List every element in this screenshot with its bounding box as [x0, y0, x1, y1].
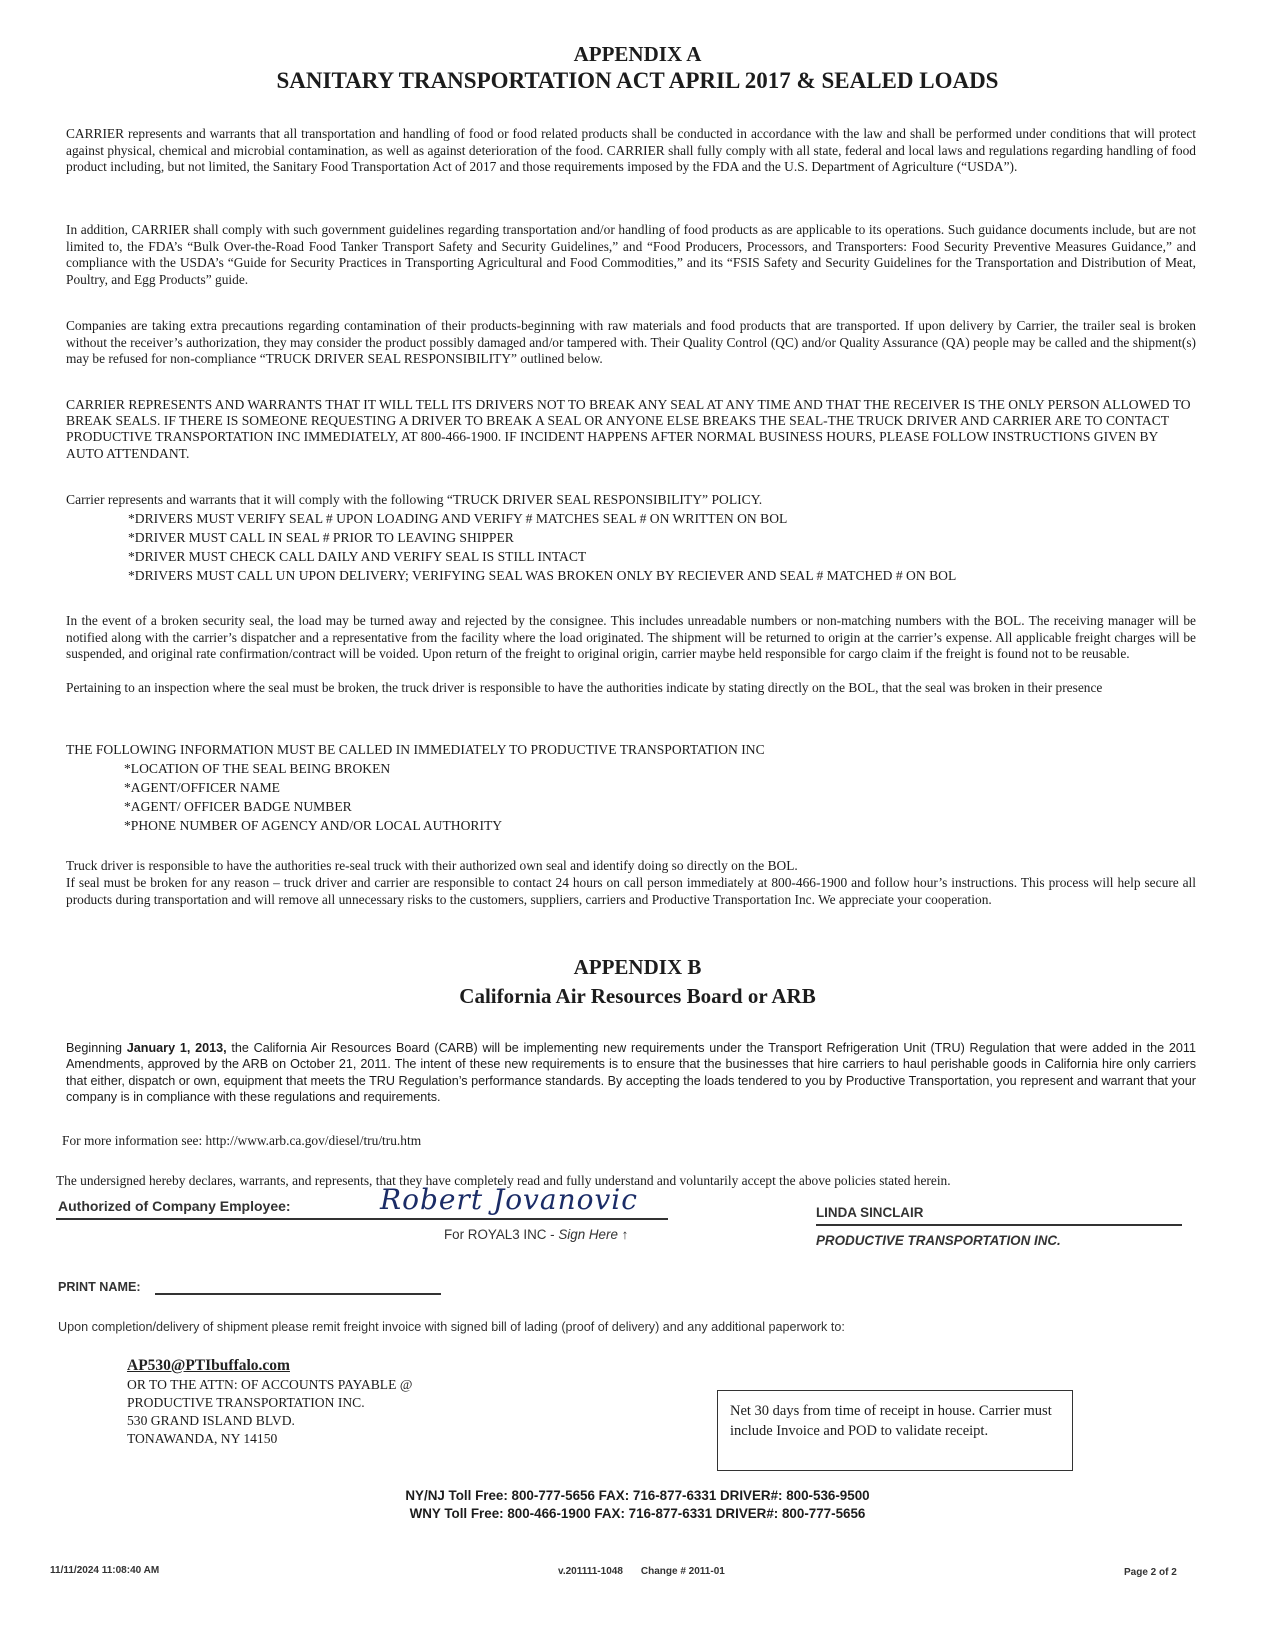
- call-in-intro: THE FOLLOWING INFORMATION MUST BE CALLED IN IMMEDIATELY TO PRODUCTIVE TRANSPORTATION INC: [66, 742, 765, 757]
- call-in-item: *LOCATION OF THE SEAL BEING BROKEN: [124, 761, 391, 776]
- payment-terms-box: Net 30 days from time of receipt in house. Carrier must include Invoice and POD to validate receipt.: [717, 1390, 1073, 1471]
- appendix-a-paragraph-7: Truck driver is responsible to have the authorities re-seal truck with their authorized own seal and identify doing so directly on the BOL.: [66, 858, 798, 873]
- signature: Robert Jovanovic: [380, 1183, 638, 1216]
- contact-line-nynj: NY/NJ Toll Free: 800-777-5656 FAX: 716-877-6331 DRIVER#: 800-536-9500: [405, 1488, 870, 1503]
- appendix-a-paragraph-1: CARRIER represents and warrants that all transportation and handling of food or food related products shall be conducted in accordance with the law and shall be performed under conditions that will protect against physical, chemical and microbial contamination, as well as against deterioration of the food. CARRIER shall fully comply with all state, federal and local laws and regulations regarding handling of food product including, but not limited, the Sanitary Food Transportation Act of 2017 and those requirements imposed by the FDA and the U.S. Department of Agriculture (“USDA”).: [66, 126, 1196, 175]
- rep-name: LINDA SINCLAIR: [816, 1205, 924, 1220]
- appendix-b-subtitle: California Air Resources Board or ARB: [459, 984, 816, 1008]
- rep-company: PRODUCTIVE TRANSPORTATION INC.: [816, 1233, 1061, 1248]
- print-name-field[interactable]: [155, 1293, 441, 1295]
- seal-policy-intro: Carrier represents and warrants that it will comply with the following “TRUCK DRIVER SEAL RESPONSIBILITY” POLICY.: [66, 492, 763, 507]
- appendix-a-paragraph-3: Companies are taking extra precautions regarding contamination of their products-beginning with raw materials and food products that are transported. If upon delivery by Carrier, the trailer seal is broken without the receiver’s authorization, they may consider the product possibly damaged and/or tampered with. Their Quality Control (QC) and/or Quality Assurance (QA) people may be called and the shipment(s) may be refused for non-compliance “TRUCK DRIVER SEAL RESPONSIBILITY” outlined below.: [66, 318, 1196, 367]
- appendix-a-title: APPENDIX A: [573, 42, 702, 66]
- address-line: 530 GRAND ISLAND BLVD.: [127, 1413, 295, 1428]
- remit-instructions: Upon completion/delivery of shipment please remit freight invoice with signed bill of lading (proof of delivery) and any additional paperwork to:: [58, 1320, 845, 1334]
- appendix-a-subtitle: SANITARY TRANSPORTATION ACT APRIL 2017 & SEALED LOADS: [276, 68, 999, 93]
- appendix-a-paragraph-8: If seal must be broken for any reason – truck driver and carrier are responsible to contact 24 hours on call person immediately at 800-466-1900 and follow hour’s instructions. This process will help secure all products during transportation and will remove all unnecessary risks to the customers, suppliers, carriers and Productive Transportation Inc. We appreciate your cooperation.: [66, 875, 1196, 907]
- appendix-a-paragraph-2: In addition, CARRIER shall comply with such government guidelines regarding transportation and/or handling of food products as are applicable to its operations. Such guidance documents include, but are not limited to, the FDA’s “Bulk Over-the-Road Food Tanker Transport Safety and Security Guidelines,” and “Food Producers, Processors, and Transporters: Food Security Preventive Measures Guidance,” and compliance with the USDA’s “Guide for Security Practices in Transporting Agricultural and Food Commodities,” and its “FSIS Safety and Security Guidelines for the Transportation and Distribution of Meat, Poultry, and Egg Products” guide.: [66, 222, 1196, 287]
- remit-address: [127, 1376, 412, 1448]
- print-timestamp: 11/11/2024 11:08:40 AM: [50, 1565, 160, 1576]
- signature-line: [56, 1218, 668, 1220]
- effective-date: January 1, 2013,: [126, 1041, 227, 1055]
- print-name-label: PRINT NAME:: [58, 1280, 141, 1294]
- address-line: OR TO THE ATTN: OF ACCOUNTS PAYABLE @: [127, 1377, 413, 1392]
- seal-policy-item: *DRIVERS MUST VERIFY SEAL # UPON LOADING AND VERIFY # MATCHES SEAL # ON WRITTEN ON BOL: [128, 511, 788, 526]
- seal-policy-item: *DRIVER MUST CALL IN SEAL # PRIOR TO LEAVING SHIPPER: [128, 530, 514, 545]
- seal-policy-item: *DRIVERS MUST CALL UN UPON DELIVERY; VERIFYING SEAL WAS BROKEN ONLY BY RECIEVER AND SEAL # MATCHED # ON BOL: [128, 568, 957, 583]
- contact-numbers: [0, 1487, 1275, 1523]
- appendix-a-paragraph-6: Pertaining to an inspection where the seal must be broken, the truck driver is responsible to have the authorities indicate by stating directly on the BOL, that the seal was broken in their presence: [66, 680, 1103, 695]
- page-number: Page 2 of 2: [1124, 1567, 1177, 1578]
- arb-more-info: For more information see: http://www.arb.ca.gov/diesel/tru/tru.htm: [62, 1133, 422, 1148]
- appendix-a-paragraph-5: In the event of a broken security seal, the load may be turned away and rejected by the consignee. This includes unreadable numbers or non-matching numbers with the BOL. The receiving manager will be notified along with the carrier’s dispatcher and a representative from the facility where the load originated. The shipment will be returned to origin at the carrier’s expense. All applicable freight charges will be suspended, and original rate confirmation/contract will be voided. Upon return of the freight to original origin, carrier maybe held responsible for cargo claim if the freight is found not to be reusable.: [66, 613, 1196, 662]
- employee-signature-label: Authorized of Company Employee:: [58, 1198, 291, 1214]
- address-line: PRODUCTIVE TRANSPORTATION INC.: [127, 1395, 365, 1410]
- appendix-b-paragraph: Beginning January 1, 2013, the California Air Resources Board (CARB) will be implementing new requirements under the Transport Refrigeration Unit (TRU) Regulation that were added in the 2011 Amendments, approved by the ARB on October 21, 2011. The intent of these new requirements is to ensure that the businesses that hire carriers to haul perishable goods in California hire only carriers that either, dispatch or own, equipment that meets the TRU Regulation’s performance standards. By accepting the loads tendered to you by Productive Transportation, you represent and warrant that your company is in compliance with these regulations and requirements.: [66, 1041, 1196, 1105]
- version-info: v.201111-1048 Change # 2011-01: [558, 1566, 725, 1577]
- call-in-item: *AGENT/ OFFICER BADGE NUMBER: [124, 799, 352, 814]
- appendix-b-title: APPENDIX B: [573, 955, 702, 979]
- contact-line-wny: WNY Toll Free: 800-466-1900 FAX: 716-877-6331 DRIVER#: 800-777-5656: [409, 1506, 866, 1521]
- remit-email-link[interactable]: AP530@PTIbuffalo.com: [127, 1357, 290, 1374]
- declaration-text: The undersigned hereby declares, warrants, and represents, that they have completely read and fully understand and voluntarily accept the above policies stated herein.: [56, 1173, 951, 1188]
- rep-signature-line: [816, 1224, 1182, 1226]
- sign-here-caption: For ROYAL3 INC - Sign Here ↑: [444, 1227, 629, 1242]
- seal-policy-list: [66, 490, 956, 585]
- address-line: TONAWANDA, NY 14150: [127, 1431, 278, 1446]
- seal-policy-item: *DRIVER MUST CHECK CALL DAILY AND VERIFY SEAL IS STILL INTACT: [128, 549, 587, 564]
- call-in-item: *AGENT/OFFICER NAME: [124, 780, 280, 795]
- call-in-list: [66, 740, 765, 835]
- call-in-item: *PHONE NUMBER OF AGENCY AND/OR LOCAL AUTHORITY: [124, 818, 503, 833]
- appendix-a-paragraph-4: CARRIER REPRESENTS AND WARRANTS THAT IT WILL TELL ITS DRIVERS NOT TO BREAK ANY SEAL AT ANY TIME AND THAT THE RECEIVER IS THE ONLY PERSON ALLOWED TO BREAK SEALS. IF THERE IS SOMEONE REQUESTING A DRIVER TO BREAK A SEAL OR ANYONE ELSE BREAKS THE SEAL-THE TRUCK DRIVER AND CARRIER ARE TO CONTACT PRODUCTIVE TRANSPORTATION INC IMMEDIATELY, AT 800-466-1900. IF INCIDENT HAPPENS AFTER NORMAL BUSINESS HOURS, PLEASE FOLLOW INSTRUCTIONS GIVEN BY AUTO ATTENDANT.: [66, 397, 1191, 461]
